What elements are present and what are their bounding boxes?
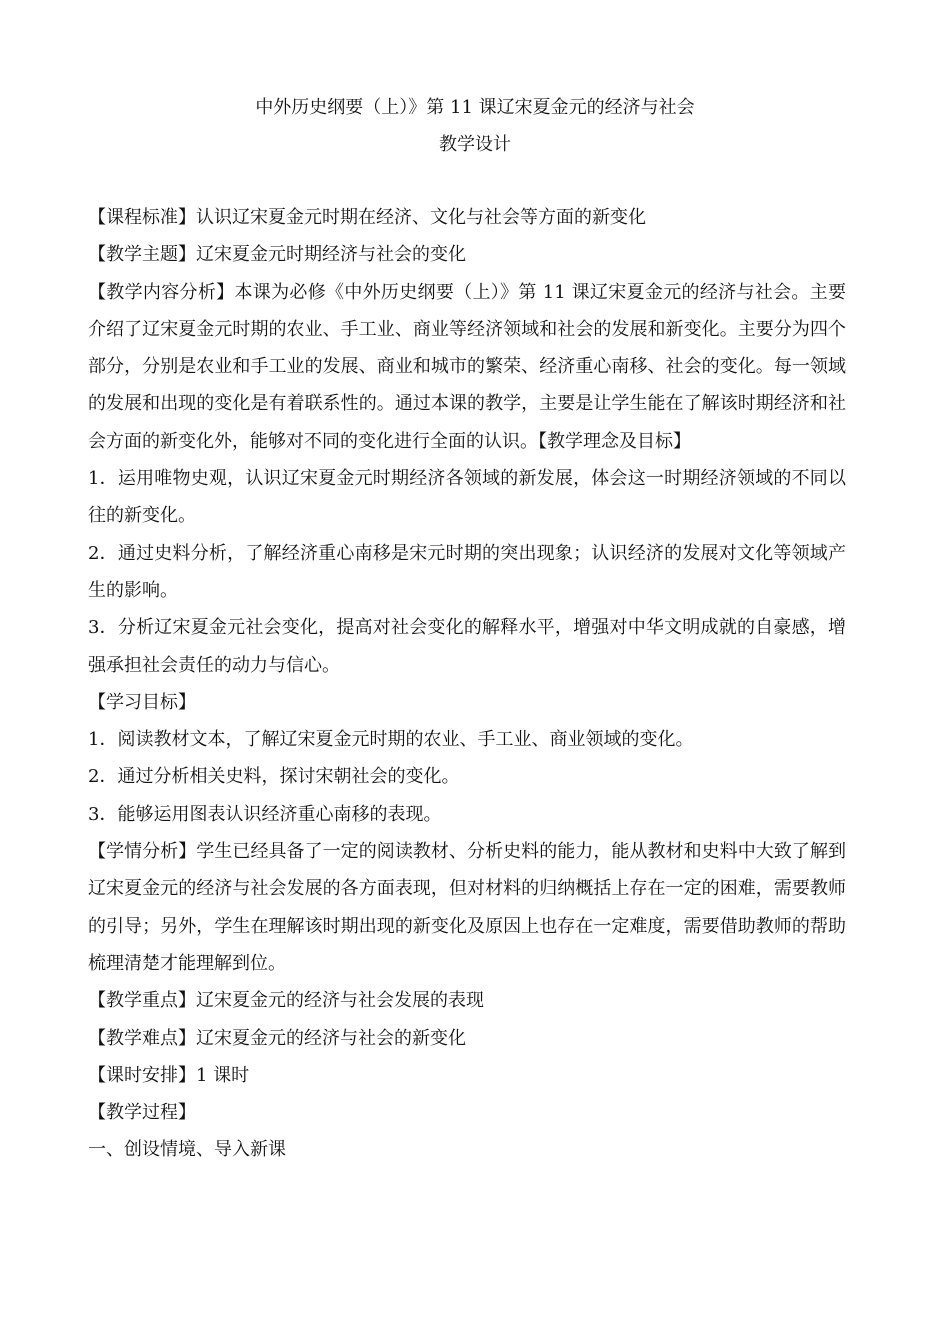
paragraph-goal-1 [88,460,846,535]
paragraph-text: 辽宋夏金元的经济与社会发展的表现 [196,990,484,1012]
section-label: 【课时安排】 [88,1064,196,1086]
paragraph-text: 辽宋夏金元时期经济与社会的变化 [196,244,466,266]
paragraph-text: 本课为必修《中外历史纲要（上）》第 11 课辽宋夏金元的经济与社会。主要介绍了辽宋夏金元时期的农业、手工业、商业等经济领域和社会的发展和新变化。主要分为四个部分，分别是农业和手工业的发展、商业和城市的繁荣、经济重心南移、社会的变化。每一领域的发展和出现的变化是有着联系性的。通过本课的教学，主要是让学生能在了解该时期经济和社会方面的新变化外，能够对不同的变化进行全面的认识。【教学理念及目标】 [88,281,846,452]
section-label: 【学情分析】 [88,841,197,863]
paragraph-text: 2．通过分析相关史料，探讨宋朝社会的变化。 [88,766,460,788]
paragraph-text: 1．运用唯物史观，认识辽宋夏金元时期经济各领域的新发展，体会这一时期经济领域的不同以往的新变化。 [88,468,846,527]
paragraph-text: 辽宋夏金元的经济与社会的新变化 [196,1027,466,1049]
paragraph-learner-analysis [88,833,846,982]
paragraph-class-hours [88,1057,846,1094]
section-label: 【教学主题】 [88,244,196,266]
document-body [88,199,846,1169]
paragraph-course-standard [88,199,846,236]
paragraph-objective-3 [88,796,846,833]
section-label: 【教学过程】 [88,1102,196,1124]
paragraph-objective-1 [88,721,846,758]
section-label: 【课程标准】 [88,207,196,228]
paragraph-goal-2 [88,535,846,610]
section-label: 【教学内容分析】 [88,281,235,303]
section-label: 【教学重点】 [88,990,196,1012]
paragraph-text: 学生已经具备了一定的阅读教材、分析史料的能力，能从教材和史料中大致了解到辽宋夏金元的经济与社会发展的各方面表现，但对材料的归纳概括上存在一定的困难，需要教师的引导；另外，学生在理解该时期出现的新变化及原因上也存在一定难度，需要借助教师的帮助梳理清楚才能理解到位。 [88,841,847,974]
paragraph-teaching-process [88,1094,846,1131]
paragraph-text: 1 课时 [196,1064,250,1086]
paragraph-objective-2 [88,758,846,795]
paragraph-text: 3．能够运用图表认识经济重心南移的表现。 [88,803,442,825]
paragraph-text: 认识辽宋夏金元时期在经济、文化与社会等方面的新变化 [196,207,646,228]
document-subtitle: 教学设计 [439,134,511,155]
section-label: 【教学难点】 [88,1027,196,1049]
paragraph-step-1 [88,1131,846,1168]
paragraph-text: 2．通过史料分析，了解经济重心南移是宋元时期的突出现象；认识经济的发展对文化等领域产生的影响。 [88,542,846,601]
paragraph-teaching-theme [88,236,846,273]
paragraph-text: 一、创设情境、导入新课 [88,1139,286,1161]
paragraph-text: 3．分析辽宋夏金元社会变化，提高对社会变化的解释水平，增强对中华文明成就的自豪感，增强承担社会责任的动力与信心。 [88,617,846,676]
paragraph-goal-3 [88,609,846,684]
section-label: 【学习目标】 [88,691,196,713]
paragraph-key-points [88,982,846,1019]
document-title: 中外历史纲要（上）》第 11 课辽宋夏金元的经济与社会 [255,97,695,118]
paragraph-learning-objectives [88,684,846,721]
paragraph-content-analysis [88,274,846,460]
paragraph-text: 1．阅读教材文本，了解辽宋夏金元时期的农业、手工业、商业领域的变化。 [88,729,694,751]
paragraph-difficulties [88,1020,846,1057]
